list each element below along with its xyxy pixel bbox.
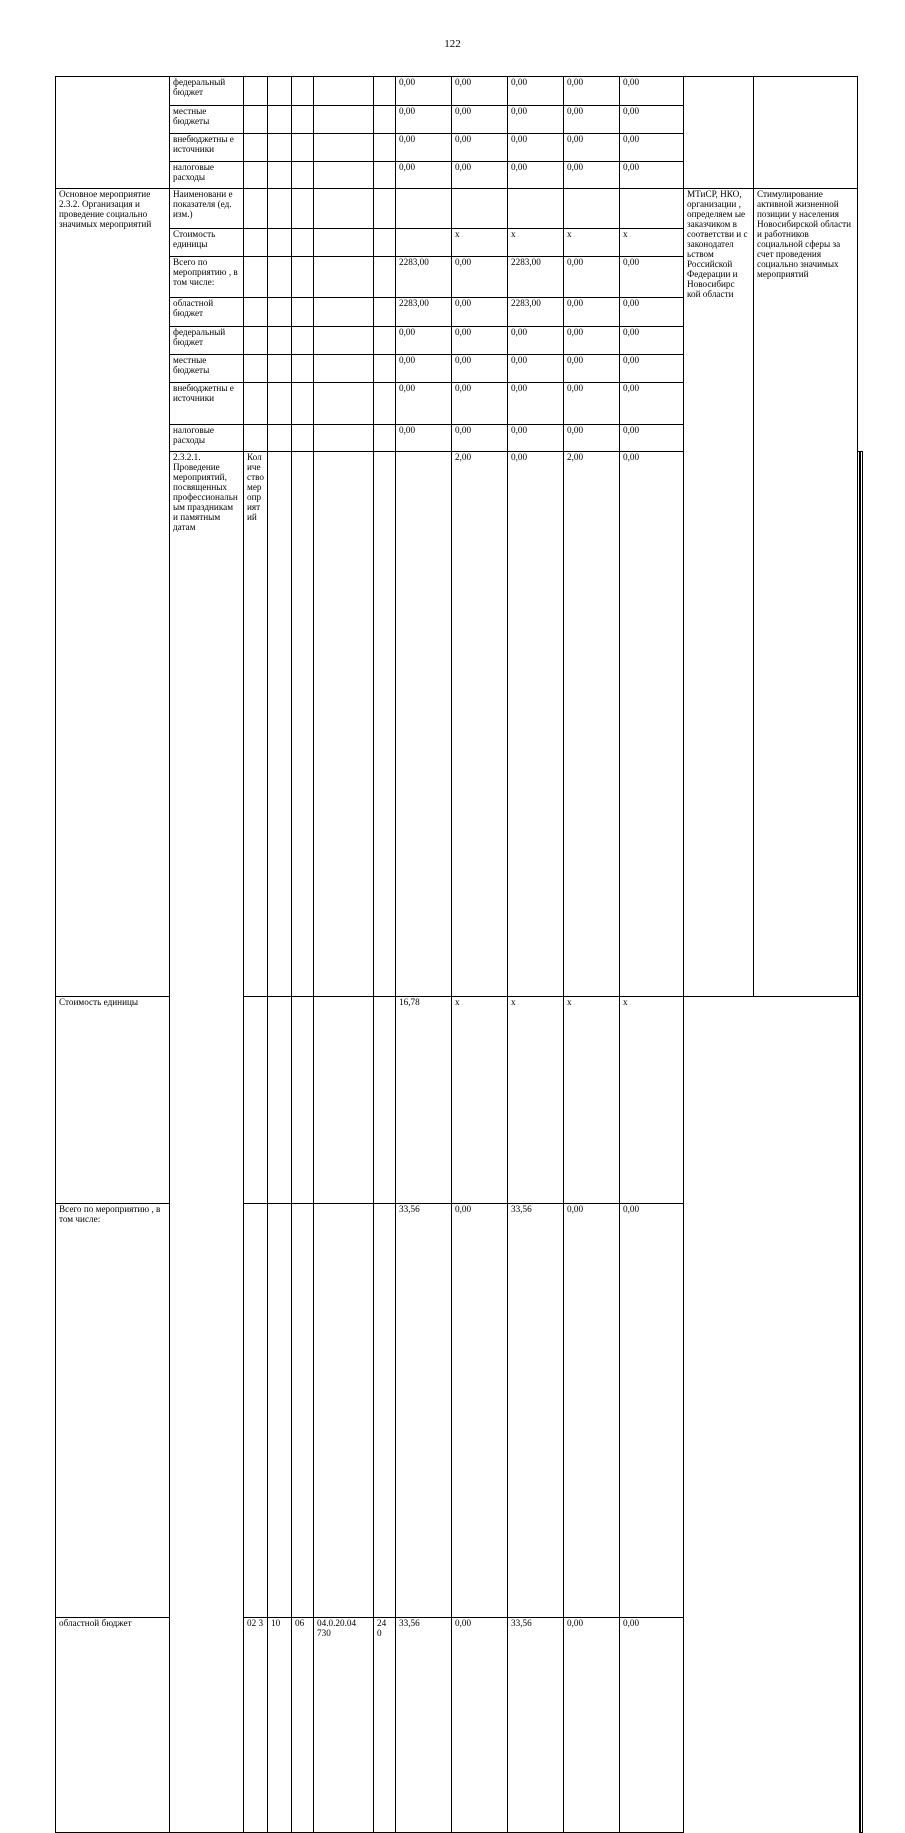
table-cell: 2,00 [452, 452, 508, 997]
table-cell: 33,56 [396, 1203, 452, 1617]
table-cell: 0,00 [564, 134, 620, 162]
table-cell: 0,00 [508, 425, 564, 452]
table-cell: 0,00 [620, 1618, 684, 1833]
table-cell: 2283,00 [508, 298, 564, 327]
table-cell: 0,00 [508, 134, 564, 162]
table-cell: 0,00 [564, 355, 620, 383]
table-cell: 0,00 [620, 106, 684, 134]
table-cell: 2283,00 [508, 257, 564, 298]
table-cell [374, 257, 396, 298]
table-cell: Стимулирование активной жизненной позиции у населения Новосибирской области и работников социальной сферы за счет проведения социально значимых мероприятий [754, 189, 858, 997]
table-cell [268, 229, 292, 257]
table-cell: х [508, 229, 564, 257]
table-cell [244, 1203, 268, 1617]
table-cell [292, 452, 314, 997]
table-cell [684, 77, 754, 189]
table-cell: 0,00 [564, 162, 620, 189]
table-cell: местные бюджеты [170, 355, 244, 383]
table-cell [292, 996, 314, 1203]
table-cell [314, 327, 374, 355]
table-cell: 02 3 [244, 1618, 268, 1833]
table-cell: 0,00 [564, 327, 620, 355]
table-cell: 24 0 [374, 1618, 396, 1833]
table-cell [314, 996, 374, 1203]
table-cell: 0,00 [396, 383, 452, 425]
table-cell: 0,00 [564, 383, 620, 425]
table-row [56, 189, 863, 229]
table-cell [314, 1203, 374, 1617]
table-cell: 0,00 [620, 425, 684, 452]
table-cell: 16,78 [396, 996, 452, 1203]
table-cell: 33,56 [508, 1618, 564, 1833]
table-cell: 0,00 [452, 257, 508, 298]
table-cell [292, 229, 314, 257]
table-cell [314, 355, 374, 383]
table-cell [268, 1203, 292, 1617]
table-cell: внебюджетны е источники [170, 383, 244, 425]
table-cell [268, 189, 292, 229]
table-cell [314, 425, 374, 452]
table-cell: 0,00 [508, 383, 564, 425]
table-cell [268, 162, 292, 189]
table-cell [620, 189, 684, 229]
table-cell: 0,00 [452, 298, 508, 327]
table-cell: 33,56 [396, 1618, 452, 1833]
table-cell [244, 134, 268, 162]
table-cell [268, 383, 292, 425]
table-cell: 0,00 [452, 425, 508, 452]
table-cell: 0,00 [620, 452, 684, 997]
table-cell: 0,00 [564, 77, 620, 106]
table-cell [564, 189, 620, 229]
table-cell: 0,00 [452, 1203, 508, 1617]
table-cell: Наименовани е показателя (ед. изм.) [170, 189, 244, 229]
table-cell [396, 189, 452, 229]
table-cell: 0,00 [452, 327, 508, 355]
table-cell: х [564, 996, 620, 1203]
table-cell [314, 298, 374, 327]
table-cell [268, 452, 292, 997]
table-cell [292, 189, 314, 229]
table-cell: 0,00 [620, 383, 684, 425]
table-cell [244, 996, 268, 1203]
budget-table [55, 76, 863, 1833]
table-cell: 0,00 [620, 257, 684, 298]
table-cell [268, 355, 292, 383]
table-cell: 0,00 [564, 1618, 620, 1833]
table-cell [374, 452, 396, 997]
table-cell [292, 162, 314, 189]
table-cell: 2283,00 [396, 257, 452, 298]
table-cell: 0,00 [620, 1203, 684, 1617]
table-cell: 0,00 [508, 355, 564, 383]
table-cell: 0,00 [620, 327, 684, 355]
table-cell: 2,00 [564, 452, 620, 997]
table-cell: 0,00 [564, 106, 620, 134]
table-cell [374, 355, 396, 383]
table-cell [374, 425, 396, 452]
table-row [56, 77, 863, 106]
table-cell: 0,00 [396, 425, 452, 452]
table-cell: 0,00 [396, 77, 452, 106]
table-cell: МТиСР, НКО, организации , определяем ые заказчиком в соответстви и с законодател ьством Российской Федерации и Новосибирс кой области [684, 189, 754, 997]
table-cell: 0,00 [564, 298, 620, 327]
table-cell [268, 327, 292, 355]
table-cell [314, 162, 374, 189]
table-cell: местные бюджеты [170, 106, 244, 134]
table-cell [244, 355, 268, 383]
table-cell [268, 77, 292, 106]
table-cell [452, 189, 508, 229]
table-cell: 0,00 [452, 106, 508, 134]
table-cell [244, 106, 268, 134]
table-cell [314, 189, 374, 229]
table-cell: х [564, 229, 620, 257]
table-cell: 0,00 [452, 134, 508, 162]
table-cell [292, 1203, 314, 1617]
table-cell [244, 229, 268, 257]
table-cell [244, 77, 268, 106]
table-cell: налоговые расходы [170, 425, 244, 452]
table-cell: Количество мероприятий [244, 452, 268, 997]
table-cell [374, 77, 396, 106]
table-cell [292, 106, 314, 134]
table-cell [314, 77, 374, 106]
table-body [56, 77, 863, 1833]
table-cell: 04.0.20.04 730 [314, 1618, 374, 1833]
table-cell [374, 229, 396, 257]
table-cell [374, 106, 396, 134]
table-cell: 33,56 [508, 1203, 564, 1617]
table-cell: х [508, 996, 564, 1203]
table-cell: 10 [268, 1618, 292, 1833]
table-cell: х [452, 996, 508, 1203]
table-cell: 0,00 [452, 77, 508, 106]
table-cell [244, 425, 268, 452]
table-cell: 0,00 [564, 425, 620, 452]
table-cell [292, 134, 314, 162]
table-cell [508, 189, 564, 229]
table-cell: 0,00 [452, 383, 508, 425]
table-cell: 0,00 [564, 1203, 620, 1617]
table-cell [244, 383, 268, 425]
table-cell [56, 77, 170, 189]
table-cell [292, 327, 314, 355]
table-cell [292, 355, 314, 383]
table-cell: налоговые расходы [170, 162, 244, 189]
table-cell: федеральный бюджет [170, 327, 244, 355]
table-cell: 06 [292, 1618, 314, 1833]
table-cell: 0,00 [452, 162, 508, 189]
table-cell: 2283,00 [396, 298, 452, 327]
table-cell: 0,00 [396, 355, 452, 383]
table-cell [314, 229, 374, 257]
table-cell: областной бюджет [170, 298, 244, 327]
table-cell: 2.3.2.1. Проведение мероприятий, посвященных профессиональным праздникам и памятным датам [170, 452, 244, 1833]
table-cell: 0,00 [508, 77, 564, 106]
table-cell [244, 162, 268, 189]
page-number: 122 [444, 38, 461, 50]
table-cell: 0,00 [564, 257, 620, 298]
table-cell [374, 134, 396, 162]
table-cell [244, 189, 268, 229]
table-cell [396, 452, 452, 997]
table-cell: 0,00 [620, 134, 684, 162]
table-cell [268, 425, 292, 452]
table-cell: 0,00 [396, 134, 452, 162]
table-cell [374, 327, 396, 355]
table-cell [374, 1203, 396, 1617]
table-cell [268, 996, 292, 1203]
table-cell [314, 383, 374, 425]
table-cell: 0,00 [396, 327, 452, 355]
table-cell [292, 257, 314, 298]
table-cell: областной бюджет [56, 1618, 170, 1833]
table-cell [292, 298, 314, 327]
table-cell [314, 134, 374, 162]
table-cell: 0,00 [620, 77, 684, 106]
table-cell [268, 298, 292, 327]
table-cell [396, 229, 452, 257]
table-cell [244, 257, 268, 298]
table-cell [374, 383, 396, 425]
table-cell: х [452, 229, 508, 257]
table-cell [314, 257, 374, 298]
table-cell: 0,00 [508, 452, 564, 997]
table-cell: 0,00 [508, 162, 564, 189]
table-cell [244, 327, 268, 355]
table-cell: х [620, 229, 684, 257]
table-cell [754, 77, 858, 189]
table-cell: 0,00 [620, 355, 684, 383]
table-cell: 0,00 [620, 162, 684, 189]
table-cell: Стоимость единицы [170, 229, 244, 257]
table-cell [374, 189, 396, 229]
table-cell: Всего по мероприятию , в том числе: [56, 1203, 170, 1617]
table-cell [374, 298, 396, 327]
table-cell: Всего по мероприятию , в том числе: [170, 257, 244, 298]
table-cell [314, 106, 374, 134]
table-cell [292, 77, 314, 106]
table-cell: 0,00 [620, 298, 684, 327]
table-cell: внебюджетны е источники [170, 134, 244, 162]
table-cell: Основное мероприятие 2.3.2. Организация и проведение социально значимых мероприятий [56, 189, 170, 997]
table-cell: 0,00 [452, 1618, 508, 1833]
table-cell [292, 383, 314, 425]
table-cell [374, 996, 396, 1203]
table-cell: 0,00 [396, 106, 452, 134]
table-cell [861, 452, 863, 1833]
table-cell [374, 162, 396, 189]
table-cell [268, 106, 292, 134]
table-cell: х [620, 996, 684, 1203]
table-cell [292, 425, 314, 452]
table-cell [268, 257, 292, 298]
table-cell [268, 134, 292, 162]
table-cell: Стоимость единицы [56, 996, 170, 1203]
table-cell: федеральный бюджет [170, 77, 244, 106]
table-cell [314, 452, 374, 997]
table-cell: 0,00 [508, 106, 564, 134]
table-cell: 0,00 [396, 162, 452, 189]
table-cell: 0,00 [452, 355, 508, 383]
table-cell [244, 298, 268, 327]
table-cell: 0,00 [508, 327, 564, 355]
